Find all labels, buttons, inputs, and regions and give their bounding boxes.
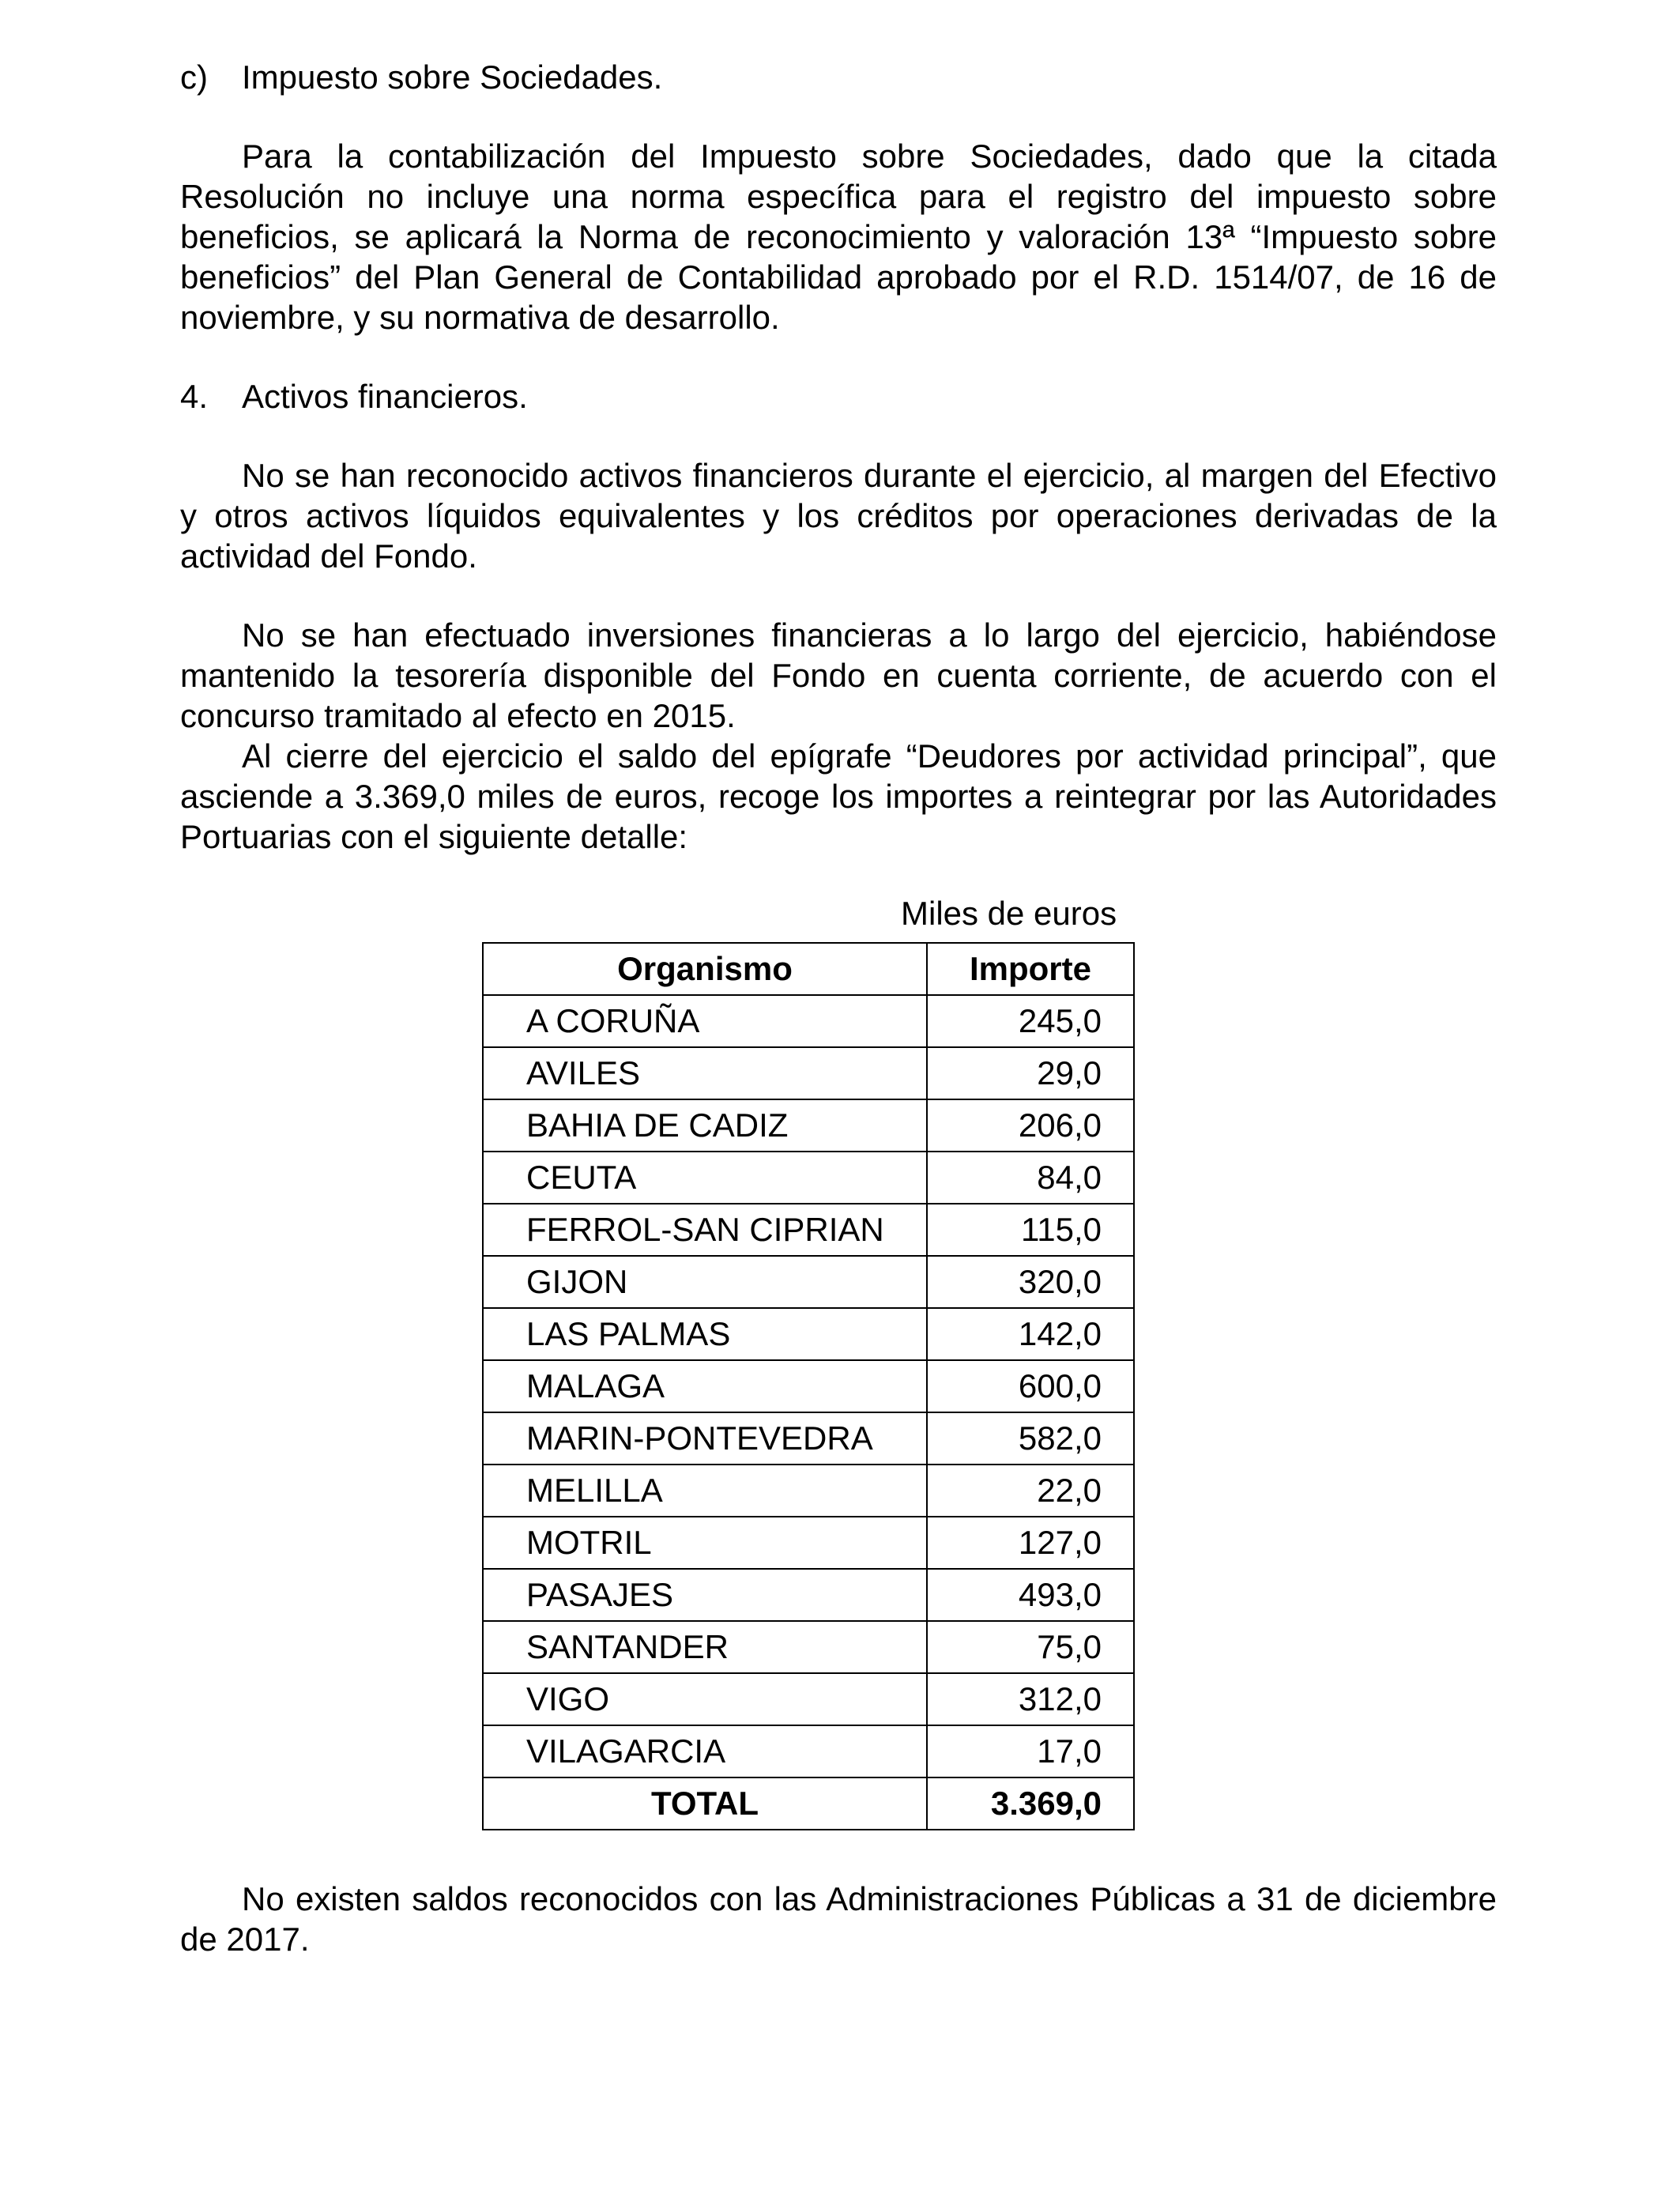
importe-cell: 127,0 <box>927 1517 1134 1569</box>
organismo-cell: MOTRIL <box>483 1517 927 1569</box>
section-marker: 4. <box>180 378 209 415</box>
table-row <box>483 1360 1134 1412</box>
table-body <box>483 995 1134 1777</box>
paragraph-administraciones: No existen saldos reconocidos con las Administraciones Públicas a 31 de diciembre de 2017. <box>180 1880 1497 1958</box>
total-value: 3.369,0 <box>927 1777 1134 1830</box>
table-total-row <box>483 1777 1134 1830</box>
importe-cell: 206,0 <box>927 1099 1134 1152</box>
table-row <box>483 1099 1134 1152</box>
section-title: Impuesto sobre Sociedades. <box>242 58 663 96</box>
table-row <box>483 1673 1134 1725</box>
organismo-cell: CEUTA <box>483 1152 927 1204</box>
table-row <box>483 1256 1134 1308</box>
table-row <box>483 1204 1134 1256</box>
organismo-cell: BAHIA DE CADIZ <box>483 1099 927 1152</box>
organismo-cell: VILAGARCIA <box>483 1725 927 1777</box>
section-heading-c <box>180 57 1497 97</box>
importe-cell: 142,0 <box>927 1308 1134 1360</box>
table-row <box>483 1152 1134 1204</box>
paragraph-impuesto: Para la contabilización del Impuesto sobre Sociedades, dado que la citada Resolución no incluye una norma específica para el registro del impuesto sobre beneficios, se aplicará la Norma de reconocimiento y valoración 13ª “Impuesto sobre beneficios” del Plan General de Contabilidad aprobado por el R.D. 1514/07, de 16 de noviembre, y su normativa de desarrollo. <box>180 138 1497 336</box>
organismo-cell: MALAGA <box>483 1360 927 1412</box>
paragraph-inversiones: No se han efectuado inversiones financieras a lo largo del ejercicio, habiéndose mantenido la tesorería disponible del Fondo en cuenta corriente, de acuerdo con el concurso tramitado al efecto en 2015. <box>180 616 1497 734</box>
importe-cell: 582,0 <box>927 1412 1134 1465</box>
section-heading-4 <box>180 376 1497 417</box>
total-label: TOTAL <box>483 1777 927 1830</box>
header-importe: Importe <box>927 943 1134 995</box>
organismo-cell: PASAJES <box>483 1569 927 1621</box>
importe-cell: 17,0 <box>927 1725 1134 1777</box>
header-organismo: Organismo <box>483 943 927 995</box>
importe-cell: 493,0 <box>927 1569 1134 1621</box>
organismo-cell: A CORUÑA <box>483 995 927 1047</box>
organismo-cell: FERROL-SAN CIPRIAN <box>483 1204 927 1256</box>
organismo-cell: VIGO <box>483 1673 927 1725</box>
importe-cell: 600,0 <box>927 1360 1134 1412</box>
importe-cell: 84,0 <box>927 1152 1134 1204</box>
table-row <box>483 1725 1134 1777</box>
section-marker: c) <box>180 58 208 96</box>
importe-cell: 29,0 <box>927 1047 1134 1099</box>
table-row <box>483 1517 1134 1569</box>
deudores-table <box>482 942 1135 1830</box>
section-title: Activos financieros. <box>242 378 528 415</box>
importe-cell: 312,0 <box>927 1673 1134 1725</box>
importe-cell: 245,0 <box>927 995 1134 1047</box>
table-row <box>483 1621 1134 1673</box>
table-row <box>483 1569 1134 1621</box>
table-row <box>483 1308 1134 1360</box>
table-row <box>483 1412 1134 1465</box>
table-header-row <box>483 943 1134 995</box>
table-row <box>483 995 1134 1047</box>
table-row <box>483 1465 1134 1517</box>
organismo-cell: LAS PALMAS <box>483 1308 927 1360</box>
paragraph-deudores: Al cierre del ejercicio el saldo del epígrafe “Deudores por actividad principal”, que asciende a 3.369,0 miles de euros, recoge los importes a reintegrar por las Autoridades Portuarias con el siguiente detalle: <box>180 737 1497 855</box>
organismo-cell: MELILLA <box>483 1465 927 1517</box>
importe-cell: 115,0 <box>927 1204 1134 1256</box>
organismo-cell: SANTANDER <box>483 1621 927 1673</box>
table-row <box>483 1047 1134 1099</box>
organismo-cell: MARIN-PONTEVEDRA <box>483 1412 927 1465</box>
document-body <box>180 57 1497 857</box>
paragraph-activos: No se han reconocido activos financieros durante el ejercicio, al margen del Efectivo y otros activos líquidos equivalentes y los créditos por operaciones derivadas de la actividad del Fondo. <box>180 457 1497 575</box>
table-units-caption: Miles de euros <box>901 895 1117 932</box>
importe-cell: 75,0 <box>927 1621 1134 1673</box>
importe-cell: 22,0 <box>927 1465 1134 1517</box>
organismo-cell: GIJON <box>483 1256 927 1308</box>
importe-cell: 320,0 <box>927 1256 1134 1308</box>
organismo-cell: AVILES <box>483 1047 927 1099</box>
